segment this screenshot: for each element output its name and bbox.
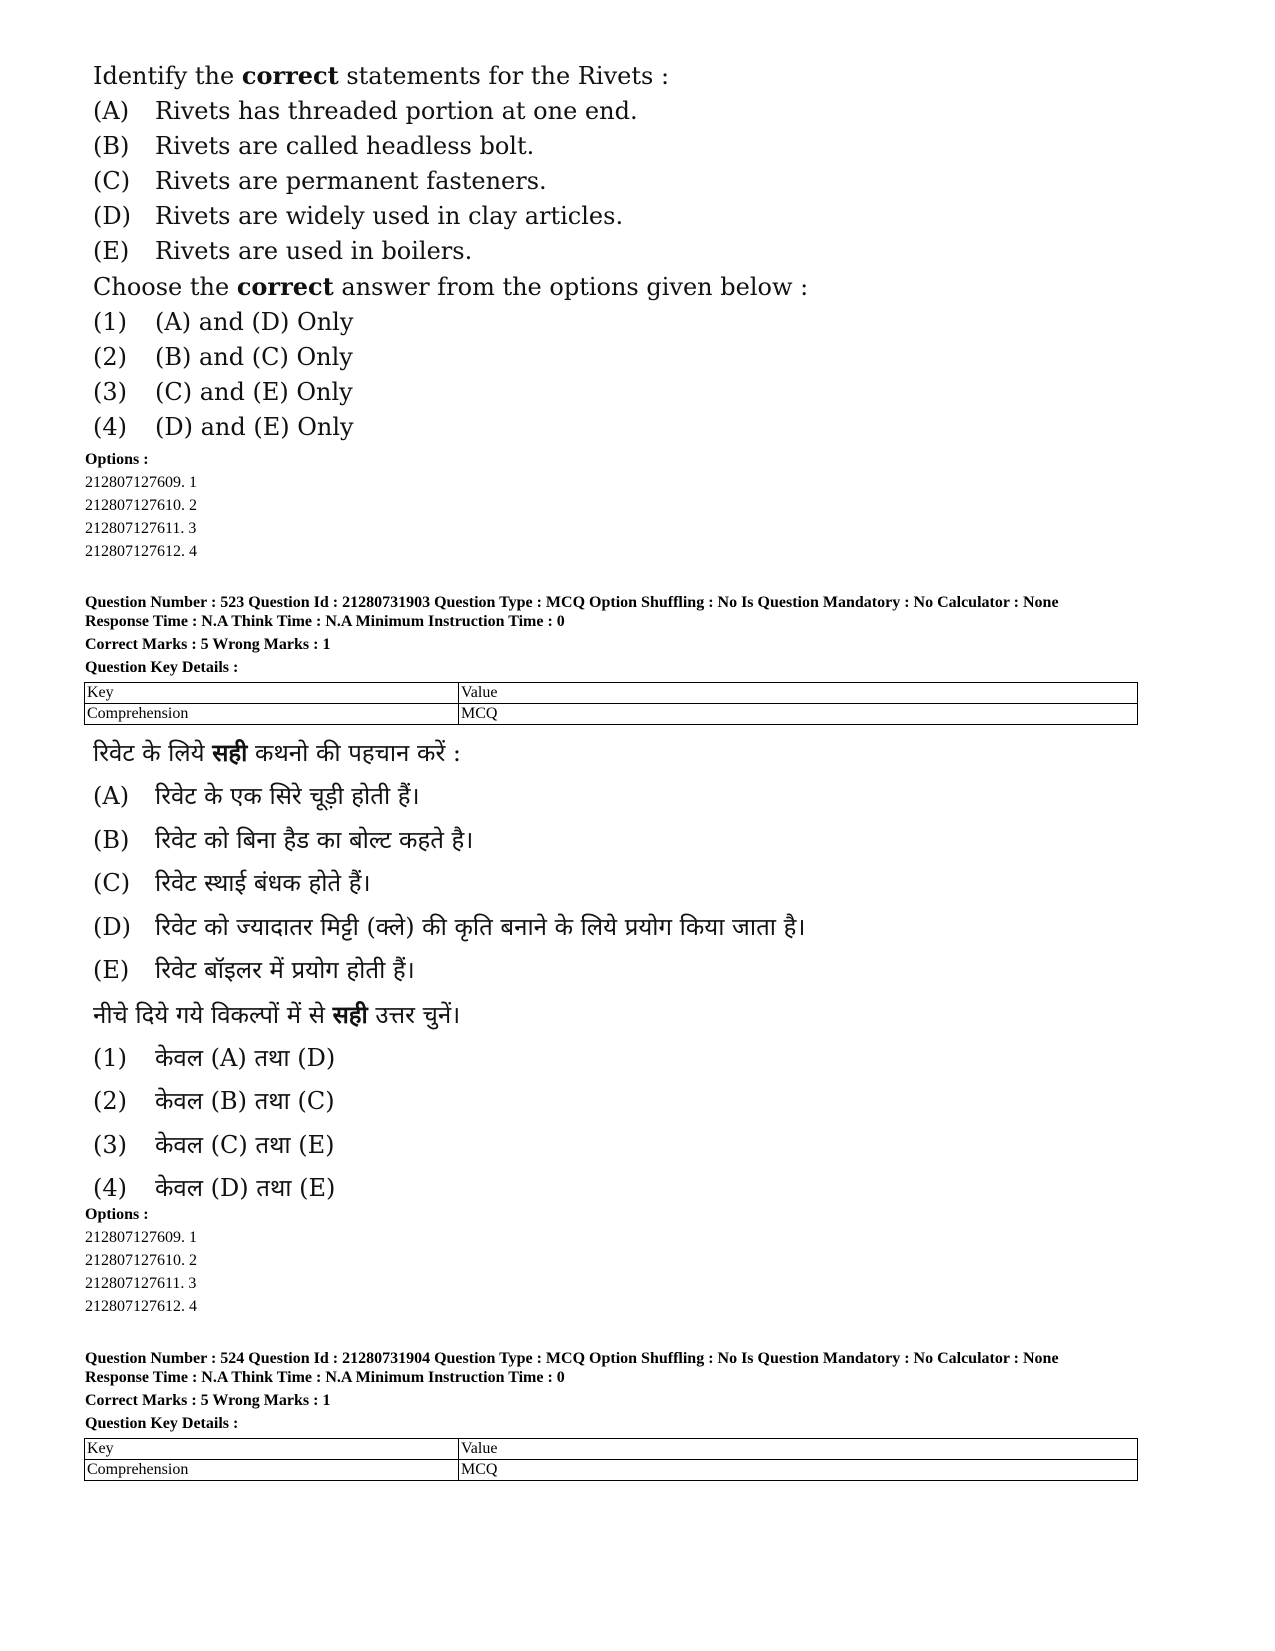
statement-text: रिवेट बॉइलर में प्रयोग होती हैं। xyxy=(155,956,415,984)
statement-label: (D) xyxy=(93,912,131,941)
statement-text: रिवेट स्थाई बंधक होते हैं। xyxy=(155,869,371,897)
statement-text: Rivets are widely used in clay articles. xyxy=(155,202,624,230)
statement-text: Rivets are called headless bolt. xyxy=(155,132,535,160)
table-header-key: Key xyxy=(85,683,459,704)
choose-emphasis: सही xyxy=(332,999,368,1029)
answer-label: (4) xyxy=(93,1174,127,1202)
table-row xyxy=(85,704,1138,725)
statement-row xyxy=(93,775,805,819)
english-question-block xyxy=(93,58,808,445)
answer-text: (C) and (E) Only xyxy=(155,378,353,406)
stem-text: statements for the Rivets : xyxy=(338,62,670,90)
answer-row xyxy=(93,1080,805,1124)
stem-emphasis: correct xyxy=(241,61,339,90)
answer-row xyxy=(93,305,808,340)
statement-label: (D) xyxy=(93,202,131,230)
answer-label: (2) xyxy=(93,1087,127,1115)
options-list xyxy=(85,448,197,563)
answer-label: (1) xyxy=(93,308,127,336)
answer-label: (1) xyxy=(93,1043,127,1072)
choose-text: उत्तर चुनें। xyxy=(367,1000,461,1029)
statement-row xyxy=(93,862,805,906)
statement-row xyxy=(93,234,808,269)
answer-text: (D) and (E) Only xyxy=(155,413,354,441)
table-cell-key: Comprehension xyxy=(85,1460,459,1481)
statement-label: (C) xyxy=(93,167,131,195)
option-item: 212807127609. 1 xyxy=(85,474,197,491)
stem-text: Identify the xyxy=(93,62,242,90)
table-cell-key: Comprehension xyxy=(85,704,459,725)
statement-label: (A) xyxy=(93,97,130,125)
question-stem xyxy=(93,731,805,775)
choose-emphasis: correct xyxy=(236,272,334,301)
options-title: Options : xyxy=(85,1206,149,1223)
statement-text: रिवेट को ज्यादातर मिट्टी (क्ले) की कृति बनाने के लिये प्रयोग किया जाता है। xyxy=(155,912,806,941)
statement-row xyxy=(93,819,805,863)
question-info xyxy=(85,593,1195,677)
table-header-value: Value xyxy=(459,683,1138,704)
stem-emphasis: सही xyxy=(212,738,248,767)
stem-text: कथनो की पहचान करें : xyxy=(247,739,461,767)
hindi-question-block xyxy=(93,731,805,1211)
option-item: 212807127612. 4 xyxy=(85,1298,197,1315)
answer-row xyxy=(93,1037,805,1081)
statement-text: रिवेट को बिना हैड का बोल्ट कहते है। xyxy=(155,825,474,854)
answer-row xyxy=(93,340,808,375)
choose-instruction xyxy=(93,993,805,1037)
answer-text: केवल (A) तथा (D) xyxy=(155,1043,336,1072)
question-stem xyxy=(93,58,808,94)
key-details-table xyxy=(84,1438,1138,1481)
option-item: 212807127610. 2 xyxy=(85,497,197,514)
question-meta-line: Question Number : 523 Question Id : 21280731903 Question Type : MCQ Option Shuffling : No Is Question Mandatory : No Calculator : None xyxy=(85,594,1059,611)
choose-text: नीचे दिये गये विकल्पों में से xyxy=(93,1000,333,1029)
answer-text: केवल (B) तथा (C) xyxy=(155,1087,335,1115)
statement-row xyxy=(93,199,808,234)
answer-label: (2) xyxy=(93,343,127,371)
answer-text: केवल (C) तथा (E) xyxy=(155,1130,335,1159)
key-details-title: Question Key Details : xyxy=(85,1415,239,1432)
question-timing-line: Response Time : N.A Think Time : N.A Minimum Instruction Time : 0 xyxy=(85,613,565,630)
table-header-value: Value xyxy=(459,1439,1138,1460)
options-list xyxy=(85,1203,197,1318)
option-item: 212807127610. 2 xyxy=(85,1252,197,1269)
choose-instruction xyxy=(93,269,808,305)
table-cell-value: MCQ xyxy=(459,704,1138,725)
option-item: 212807127612. 4 xyxy=(85,543,197,560)
statement-row xyxy=(93,129,808,164)
option-item: 212807127611. 3 xyxy=(85,1275,197,1292)
choose-text: Choose the xyxy=(93,273,237,301)
question-marks: Correct Marks : 5 Wrong Marks : 1 xyxy=(85,1392,331,1409)
table-header-row xyxy=(85,1439,1138,1460)
answer-label: (3) xyxy=(93,1130,127,1159)
statement-text: Rivets are permanent fasteners. xyxy=(155,167,547,195)
question-info xyxy=(85,1349,1195,1433)
table-cell-value: MCQ xyxy=(459,1460,1138,1481)
statement-row xyxy=(93,94,808,129)
statement-text: Rivets has threaded portion at one end. xyxy=(155,97,638,125)
statement-label: (C) xyxy=(93,869,131,897)
table-row xyxy=(85,1460,1138,1481)
question-marks: Correct Marks : 5 Wrong Marks : 1 xyxy=(85,636,331,653)
statement-label: (E) xyxy=(93,956,130,984)
stem-text: रिवेट के लिये xyxy=(93,739,213,767)
statement-text: रिवेट के एक सिरे चूड़ी होती हैं। xyxy=(155,782,420,810)
statement-row xyxy=(93,164,808,199)
options-title: Options : xyxy=(85,451,149,468)
statement-text: Rivets are used in boilers. xyxy=(155,237,473,265)
question-timing-line: Response Time : N.A Think Time : N.A Minimum Instruction Time : 0 xyxy=(85,1369,565,1386)
statement-row xyxy=(93,949,805,993)
table-header-row xyxy=(85,683,1138,704)
table-header-key: Key xyxy=(85,1439,459,1460)
answer-label: (4) xyxy=(93,413,127,441)
statement-label: (A) xyxy=(93,782,130,810)
answer-row xyxy=(93,375,808,410)
option-item: 212807127611. 3 xyxy=(85,520,197,537)
statement-label: (E) xyxy=(93,237,130,265)
answer-row xyxy=(93,1167,805,1211)
question-meta-line: Question Number : 524 Question Id : 21280731904 Question Type : MCQ Option Shuffling : No Is Question Mandatory : No Calculator : None xyxy=(85,1350,1059,1367)
option-item: 212807127609. 1 xyxy=(85,1229,197,1246)
answer-text: (B) and (C) Only xyxy=(155,343,353,371)
answer-label: (3) xyxy=(93,378,127,406)
statement-label: (B) xyxy=(93,825,130,854)
key-details-title: Question Key Details : xyxy=(85,659,239,676)
statement-label: (B) xyxy=(93,132,130,160)
answer-row xyxy=(93,410,808,445)
statement-row xyxy=(93,906,805,950)
answer-row xyxy=(93,1124,805,1168)
answer-text: (A) and (D) Only xyxy=(155,308,354,336)
choose-text: answer from the options given below : xyxy=(333,273,809,301)
answer-text: केवल (D) तथा (E) xyxy=(155,1174,336,1202)
key-details-table xyxy=(84,682,1138,725)
